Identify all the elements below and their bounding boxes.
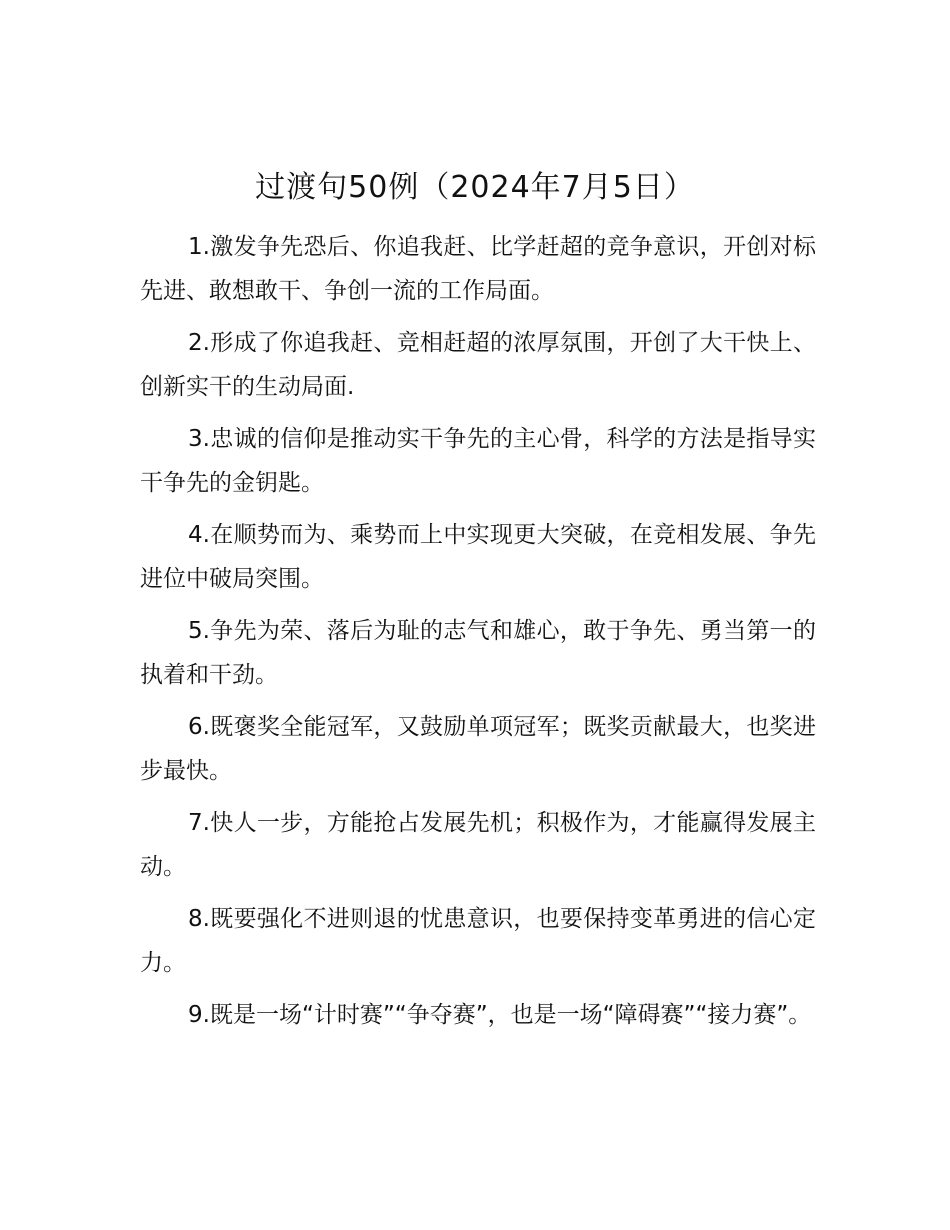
sentence-item-8: 8.既要强化不进则退的忧患意识，也要保持变革勇进的信心定力。: [140, 906, 816, 976]
sentence-item-6: 6.既褒奖全能冠军，又鼓励单项冠军；既奖贡献最大，也奖进步最快。: [140, 714, 816, 784]
sentence-item-5: 5.争先为荣、落后为耻的志气和雄心，敢于争先、勇当第一的执着和干劲。: [140, 618, 816, 688]
sentence-item-2: 2.形成了你追我赶、竞相赶超的浓厚氛围，开创了大干快上、创新实干的生动局面.: [140, 330, 816, 400]
sentence-item-4: 4.在顺势而为、乘势而上中实现更大突破，在竞相发展、争先进位中破局突围。: [140, 522, 816, 592]
sentence-item-9: 9.既是一场“计时赛”“争夺赛”，也是一场“障碍赛”“接力赛”。: [188, 1002, 812, 1028]
sentence-item-7: 7.快人一步，方能抢占发展先机；积极作为，才能赢得发展主动。: [140, 810, 816, 880]
sentence-item-1: 1.激发争先恐后、你追我赶、比学赶超的竞争意识，开创对标先进、敢想敢干、争创一流的工作局面。: [140, 234, 816, 304]
sentence-list: [140, 225, 816, 1045]
document-title: 过渡句50例（2024年7月5日）: [255, 170, 695, 205]
sentence-item-3: 3.忠诚的信仰是推动实干争先的主心骨，科学的方法是指导实干争先的金钥匙。: [140, 426, 816, 496]
